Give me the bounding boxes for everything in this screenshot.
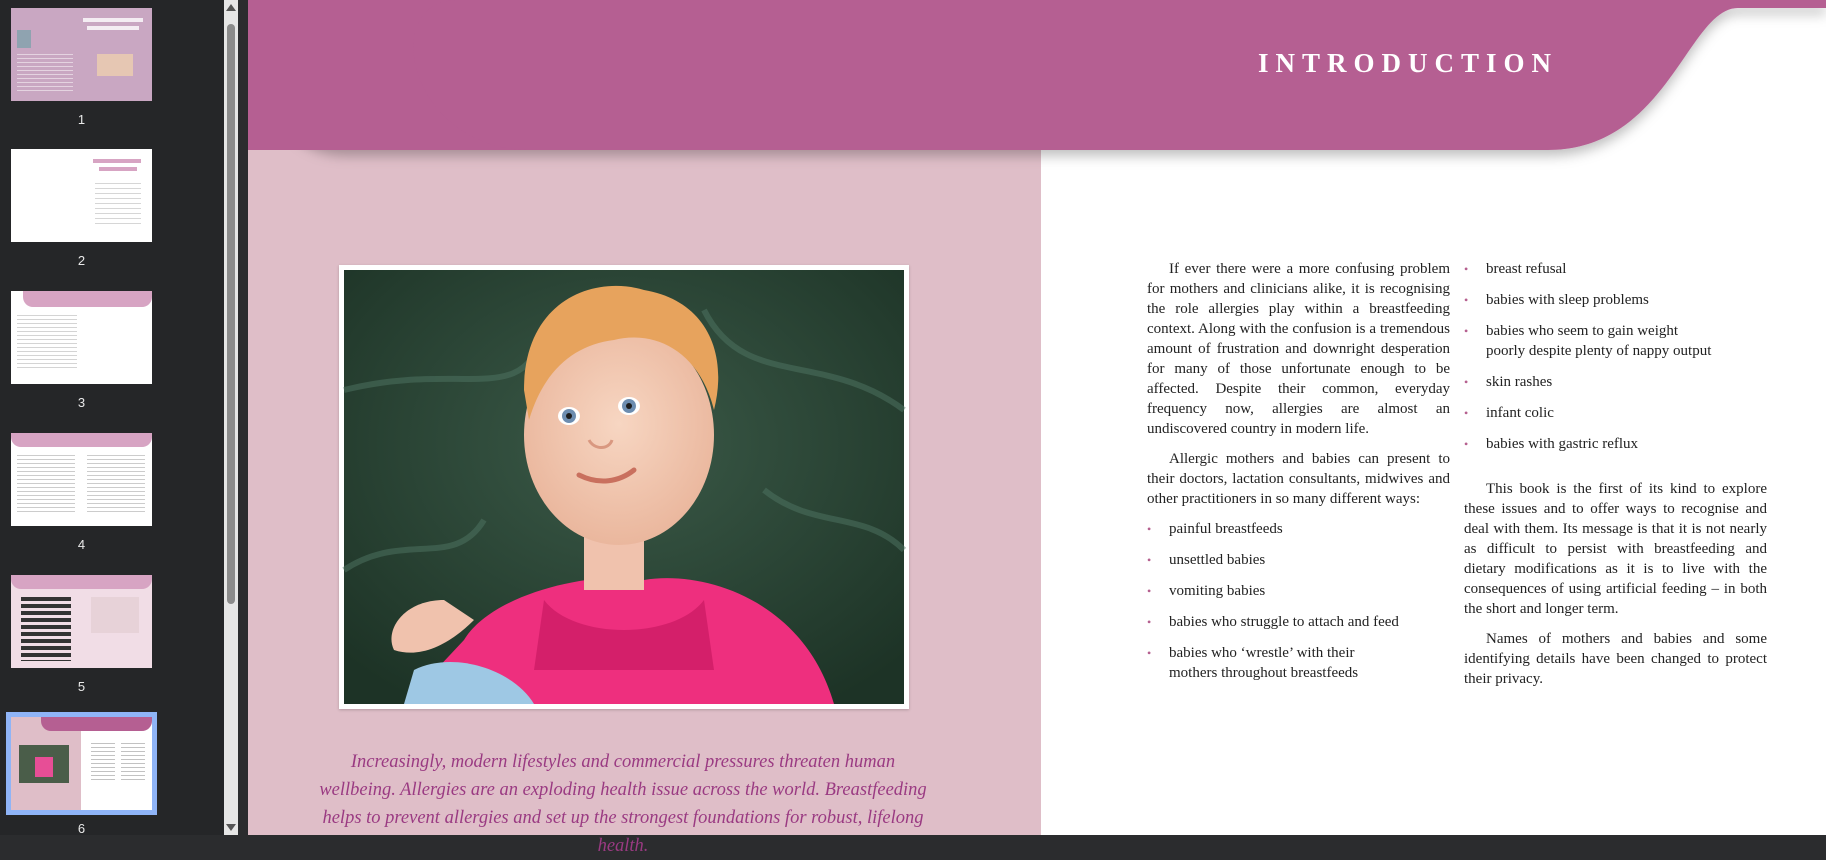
thumbnail-image [11,717,152,810]
list-item: • infant colic [1464,403,1767,423]
list-item: • breast refusal [1464,259,1767,279]
list-item: • babies who seem to gain weight poorly despite plenty of nappy output [1464,321,1716,361]
paragraph: Names of mothers and babies and some identifying details have been changed to protect their privacy. [1464,631,1767,687]
thumbnail-label: 3 [77,395,86,410]
thumbnail-label: 6 [77,821,86,836]
list-item: • babies with gastric reflux [1464,434,1767,454]
thumbnail-label: 1 [77,112,86,127]
list-item: • babies with sleep problems [1464,290,1767,310]
thumbnail-page-5[interactable] [11,575,152,694]
thumbnail-image [11,291,152,384]
thumbnail-page-4[interactable] [11,433,152,552]
symptom-list [1147,519,1450,683]
page-title: INTRODUCTION [1257,48,1559,78]
text-column-2 [1464,259,1767,699]
baby-photo [344,270,904,704]
thumbnail-page-6[interactable] [11,717,152,836]
list-item: • vomiting babies [1147,581,1450,601]
thumbnail-page-1[interactable] [11,8,152,127]
paragraph: Allergic mothers and babies can present to their doctors, lactation consultants, midwives and other practitioners in so many different ways: [1147,451,1450,507]
list-item: • unsettled babies [1147,550,1450,570]
scroll-up-icon[interactable] [226,4,236,11]
photo-frame [339,265,909,709]
list-item: • babies who struggle to attach and feed [1147,612,1450,632]
title-banner [248,0,1826,170]
thumbnail-page-3[interactable] [11,291,152,410]
thumbnail-sidebar [0,0,225,835]
list-item: • painful breastfeeds [1147,519,1450,539]
sidebar-scrollbar[interactable] [224,0,238,835]
thumbnail-image [11,149,152,242]
list-item: • babies who ‘wrestle’ with their mothers throughout breastfeeds [1147,643,1369,683]
photo-caption: Increasingly, modern lifestyles and commercial pressures threaten human wellbeing. Allergies are an exploding health issue across the world. Breastfeeding helps to prevent allergies and set up the strongest foundations for robust, lifelong health. [319,752,927,856]
thumbnail-image [11,433,152,526]
thumbnail-label: 4 [77,537,86,552]
paragraph: This book is the first of its kind to explore these issues and to offer ways to recognise and deal with them. Its message is that it is not nearly as difficult to persist with breastfeeding and dietary modifications as it is to live with the consequences of using artificial feeding – in both the short and longer term. [1464,481,1767,617]
symptom-list [1464,259,1767,454]
thumbnail-image [11,8,152,101]
document-page [248,0,1826,856]
thumbnail-image [11,575,152,668]
scrollbar-thumb[interactable] [227,24,235,604]
thumbnail-label: 2 [77,253,86,268]
thumbnail-page-2[interactable] [11,149,152,268]
scroll-down-icon[interactable] [226,824,236,831]
paragraph: If ever there were a more confusing problem for mothers and clinicians alike, it is recognising the role allergies play within a breastfeeding context. Along with the confusion is a tremendous amount of frustration and downright desperation for many of those unfortunate enough to be affected. Despite their common, everyday frequency now, allergies are almost an undiscovered country in modern life. [1147,261,1450,437]
thumbnail-label: 5 [77,679,86,694]
list-item: • skin rashes [1464,372,1767,392]
text-column-1 [1147,259,1450,694]
